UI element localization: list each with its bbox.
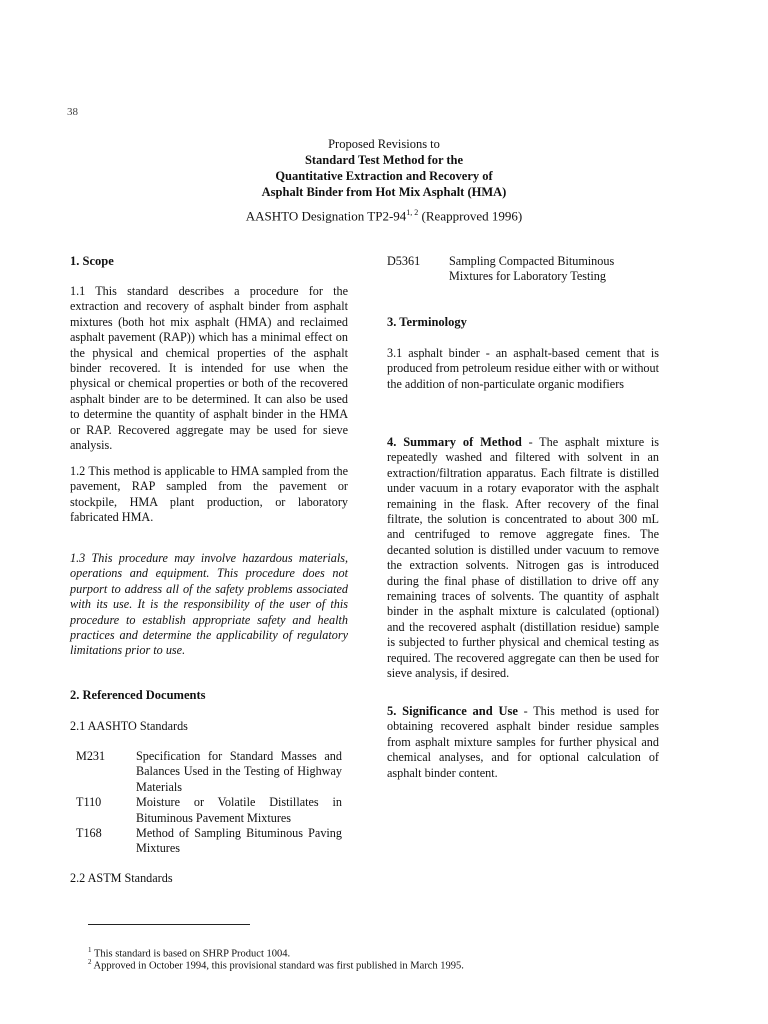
scope-paragraph-1-1: 1.1 This standard describes a procedure for the extraction and recovery of asphalt binder from asphalt mixtures (both hot mix asphalt (HMA) and reclaimed asphalt pavement (RAP)) which has a minimal effect on the physical and chemical properties of the asphalt binder recovered. It is intended for use when the physical or chemical properties or both of the recovered asphalt binder are to be determined. It can also be used to determine the quantity of asphalt binder in the HMA or RAP. Recovered aggregate may be used for sieve analysis. (70, 284, 348, 453)
reference-code: T168 (76, 826, 102, 841)
summary-heading: 4. Summary of Method (387, 435, 522, 449)
aashto-standards-heading: 2.1 AASHTO Standards (70, 719, 188, 733)
reference-row (76, 795, 342, 826)
title-line-1: Proposed Revisions to (328, 137, 440, 151)
designation (0, 208, 768, 224)
scope-heading: 1. Scope (70, 254, 114, 268)
footnote-mark: 1 (88, 946, 92, 954)
reference-row (76, 826, 342, 857)
astm-standards-heading: 2.2 ASTM Standards (70, 871, 173, 885)
reference-code: D5361 (387, 254, 421, 268)
scope-paragraph-1-2: 1.2 This method is applicable to HMA sampled from the pavement, RAP sampled from the pavement or stockpile, HMA plant production, or laboratory fabricated HMA. (70, 464, 348, 525)
footnote-2 (88, 956, 464, 973)
reference-row (387, 254, 659, 285)
footnote-text: This standard is based on SHRP Product 1004. (93, 948, 291, 960)
footnote-mark: 2 (88, 958, 92, 966)
reference-description: Sampling Compacted Bituminous Mixtures for Laboratory Testing (449, 254, 615, 284)
significance-text: - This method is used for obtaining recovered asphalt binder residue samples from asphalt mixture samples for further physical and chemical analyses, and for optional calculation of asphalt binder content. (387, 704, 659, 780)
significance-and-use (387, 704, 659, 781)
terminology-paragraph-3-1: 3.1 asphalt binder - an asphalt-based cement that is produced from petroleum residue either with or without the addition of non-particulate organic modifiers (387, 346, 659, 391)
reference-code: M231 (76, 749, 106, 763)
page-number: 38 (67, 106, 78, 118)
designation-footnote-marks: 1, 2 (406, 208, 419, 217)
scope-paragraph-1-3: 1.3 This procedure may involve hazardous materials, operations and equipment. This procedure does not purport to address all of the safety problems associated with its use. It is the responsibility of the user of this procedure to establish appropriate safety and health practices and determine the applicability of regulatory limitations prior to use. (70, 551, 348, 658)
terminology-heading: 3. Terminology (387, 315, 467, 329)
designation-prefix: AASHTO Designation TP2-94 (245, 208, 407, 224)
summary-of-method (387, 435, 659, 682)
reference-code: T110 (76, 795, 102, 810)
astm-standards-list (387, 254, 659, 285)
reference-description: Moisture or Volatile Distillates in Bituminous Pavement Mixtures (136, 795, 342, 825)
designation-suffix: (Reapproved 1996) (418, 208, 523, 224)
referenced-documents-heading: 2. Referenced Documents (70, 688, 206, 702)
reference-description: Method of Sampling Bituminous Paving Mixtures (136, 826, 342, 856)
aashto-standards-list (76, 749, 342, 857)
reference-description: Specification for Standard Masses and Balances Used in the Testing of Highway Materials (136, 749, 342, 794)
title-line-3: Quantitative Extraction and Recovery of (275, 169, 493, 183)
title-line-4: Asphalt Binder from Hot Mix Asphalt (HMA) (261, 185, 507, 199)
title-line-2: Standard Test Method for the (304, 153, 464, 167)
document-title (0, 136, 768, 200)
reference-row (76, 749, 342, 795)
footnote-text: Approved in October 1994, this provisional standard was first published in March 1995. (93, 960, 464, 972)
significance-heading: 5. Significance and Use (387, 704, 518, 718)
summary-text: - The asphalt mixture is repeatedly washed and filtered with solvent in an extraction/filtration apparatus. Each filtrate is distilled under vacuum in a rotary evaporator with the asphalt remaining in the flask. After recovery of the final filtrate, the solution is concentrated to about 300 mL and centrifuged to remove aggregate fines. The decanted solution is distilled under vacuum to remove the extraction solvents. Nitrogen gas is introduced during the final phase of distillation to drive off any remaining traces of solvents. The quantity of asphalt binder in the asphalt mixture is calculated (optional) and the recovered asphalt (distillation residue) sample is subjected to further physical and chemical testing as required. The recovered aggregate can then be used for sieve analysis, if desired. (387, 435, 660, 681)
footnote-divider (88, 924, 250, 925)
